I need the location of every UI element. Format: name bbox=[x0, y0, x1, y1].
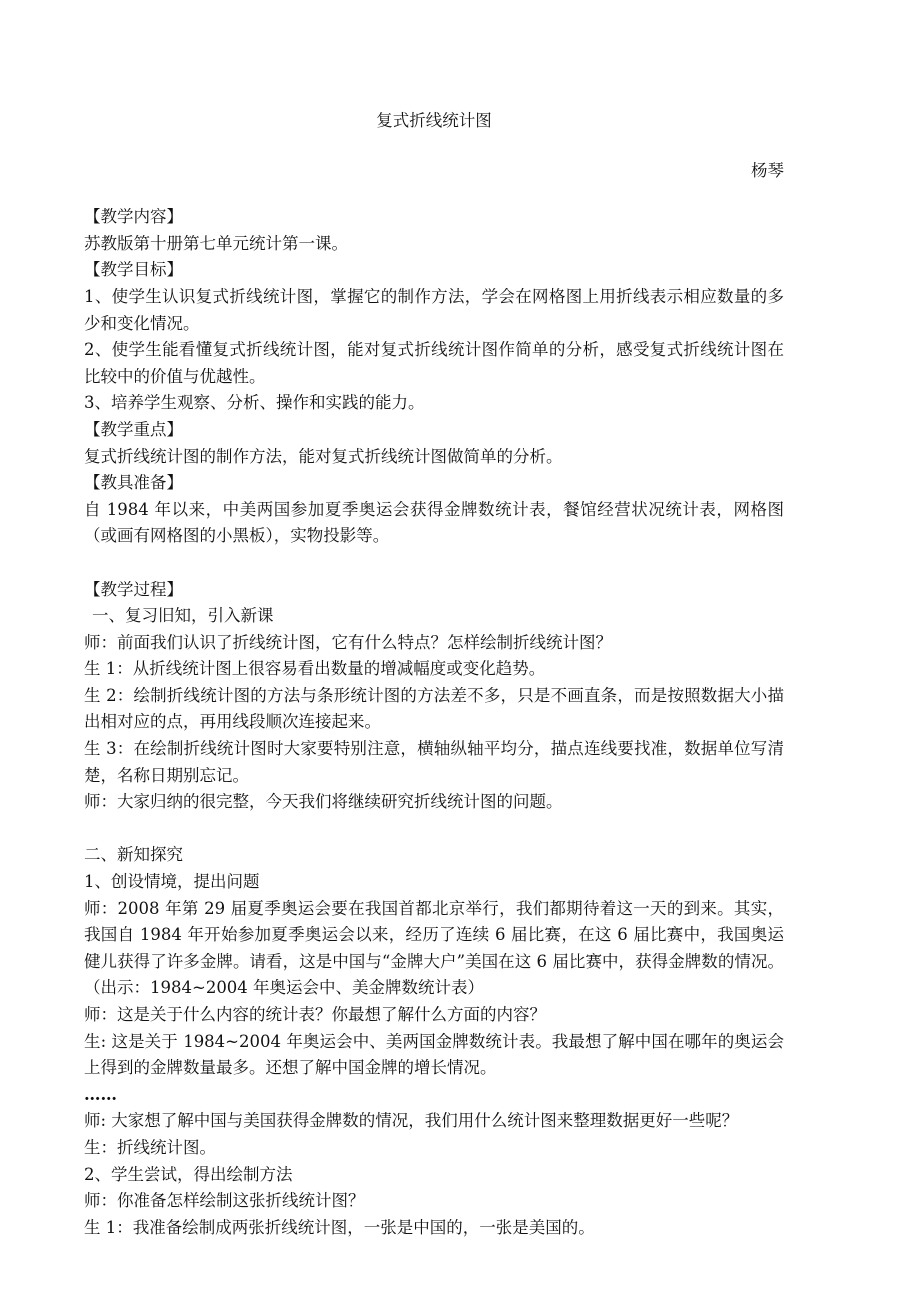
blank-line bbox=[84, 816, 784, 843]
paragraph: 师：这是关于什么内容的统计表？你最想了解什么方面的内容？ bbox=[84, 1005, 546, 1024]
paragraph: 生 3：在绘制折线统计图时大家要特别注意，横轴纵轴平均分，描点连线要找准，数据单位写清楚，名称日期别忘记。 bbox=[84, 739, 784, 785]
heading-teaching-aids: 【教具准备】 bbox=[84, 473, 183, 493]
paragraph: 苏教版第十册第七单元统计第一课。 bbox=[84, 233, 348, 253]
heading-teaching-content: 【教学内容】 bbox=[84, 207, 183, 227]
blank-line bbox=[84, 550, 784, 577]
subheading: 1、创设情境，提出问题 bbox=[84, 872, 260, 892]
paragraph: 2、使学生能看懂复式折线统计图，能对复式折线统计图作简单的分析，感受复式折线统计图在比较中的价值与优越性。 bbox=[84, 340, 784, 386]
spacer bbox=[84, 184, 784, 204]
paragraph: 3、培养学生观察、分析、操作和实践的能力。 bbox=[84, 393, 425, 413]
subheading: 二、新知探究 bbox=[84, 845, 183, 865]
paragraph: 师：大家归纳的很完整，今天我们将继续研究折线统计图的问题。 bbox=[84, 792, 563, 812]
paragraph: 生：折线统计图。 bbox=[84, 1137, 216, 1157]
paragraph: 1、使学生认识复式折线统计图，掌握它的制作方法，学会在网格图上用折线表示相应数量的多少和变化情况。 bbox=[84, 286, 784, 333]
document-author: 杨琴 bbox=[751, 160, 784, 180]
heading-teaching-goals: 【教学目标】 bbox=[84, 260, 183, 280]
subheading: 2、学生尝试，得出绘制方法 bbox=[84, 1164, 293, 1184]
heading-teaching-focus: 【教学重点】 bbox=[84, 419, 183, 439]
heading-teaching-process: 【教学过程】 bbox=[84, 579, 183, 599]
document-body bbox=[84, 108, 784, 1241]
paragraph: 师：2008 年第 29 届夏季奥运会要在我国首都北京举行，我们都期待着这一天的到来。其实，我国自 1984 年开始参加夏季奥运会以来，经历了连续 6 届比赛，在这 6 届比赛中，我国奥运健儿获得了许多金牌。请看，这是中国与“金牌大户”美国在这 6 届比赛中，获得金牌数的情况。（出示：1984~2004 年奥运会中、美金牌数统计表） bbox=[84, 898, 784, 998]
paragraph: 师：前面我们认识了折线统计图，它有什么特点？怎样绘制折线统计图？ bbox=[84, 632, 612, 652]
subheading: 一、复习旧知，引入新课 bbox=[92, 606, 274, 626]
paragraph: 生: 这是关于 1984~2004 年奥运会中、美两国金牌数统计表。我最想了解中国在哪年的奥运会上得到的金牌数量最多。还想了解中国金牌的增长情况。 bbox=[84, 1031, 784, 1078]
paragraph: 师: 大家想了解中国与美国获得金牌数的情况，我们用什么统计图来整理数据更好一些呢？ bbox=[84, 1111, 739, 1131]
document-title: 复式折线统计图 bbox=[376, 111, 492, 130]
paragraph: 师：你准备怎样绘制这张折线统计图？ bbox=[84, 1191, 365, 1211]
paragraph: 生 2：绘制折线统计图的方法与条形统计图的方法差不多，只是不画直条，而是按照数据大小描出相对应的点，再用线段顺次连接起来。 bbox=[84, 685, 784, 732]
paragraph: 生 1：从折线统计图上很容易看出数量的增减幅度或变化趋势。 bbox=[84, 659, 546, 679]
ellipsis: …… bbox=[84, 1084, 117, 1104]
paragraph: 自 1984 年以来，中美两国参加夏季奥运会获得金牌数统计表，餐馆经营状况统计表，网格图（或画有网格图的小黑板），实物投影等。 bbox=[84, 499, 784, 546]
paragraph: 复式折线统计图的制作方法，能对复式折线统计图做简单的分析。 bbox=[84, 446, 563, 466]
paragraph: 生 1：我准备绘制成两张折线统计图，一张是中国的，一张是美国的。 bbox=[84, 1217, 595, 1237]
